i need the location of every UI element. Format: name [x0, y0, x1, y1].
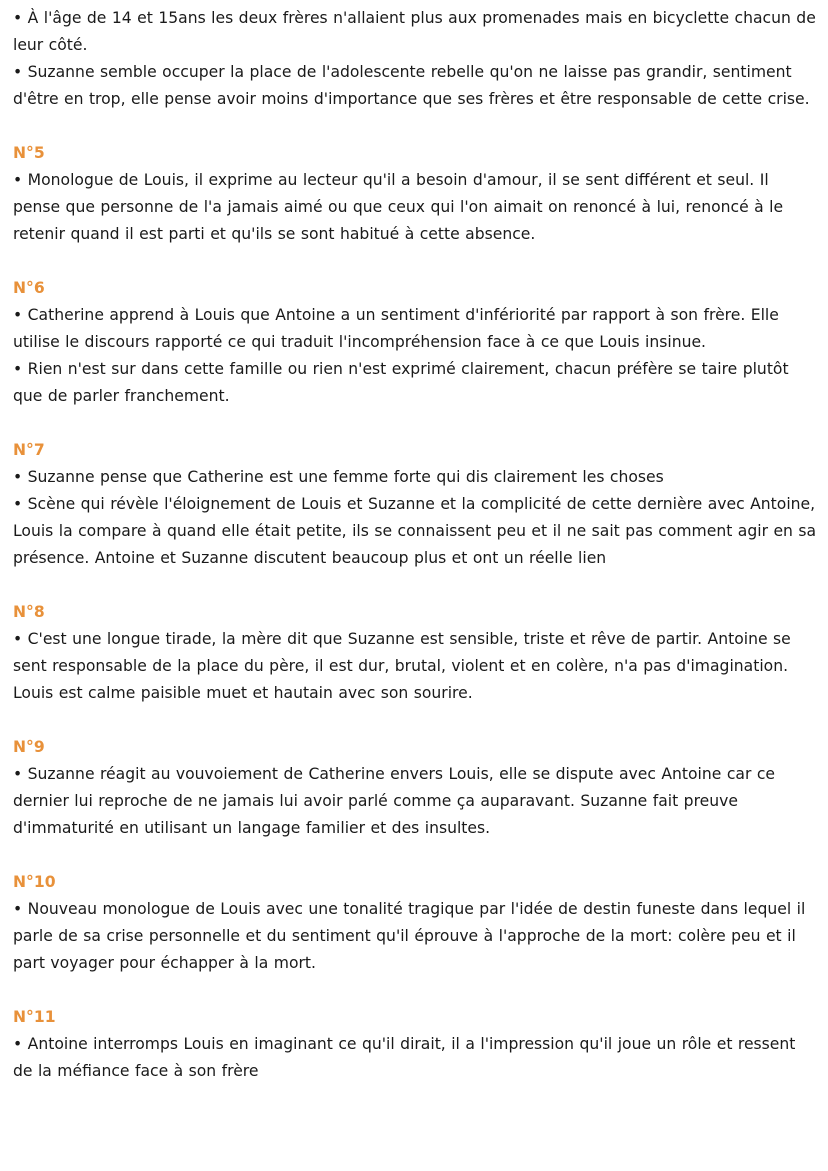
section-n6 — [13, 275, 818, 410]
section-heading: N°6 — [13, 279, 45, 297]
section-heading: N°8 — [13, 603, 45, 621]
section-paragraph: • Monologue de Louis, il exprime au lecteur qu'il a besoin d'amour, il se sent différent et seul. Il pense que personne de l'a jamais aimé ou que ceux qui l'on aimait on renoncé à lui, renoncé à le retenir quand il est parti et qu'ils se sont habitué à cette absence. — [13, 171, 784, 243]
intro-paragraph: • Suzanne semble occuper la place de l'adolescente rebelle qu'on ne laisse pas grandir, sentiment d'être en trop, elle pense avoir moins d'importance que ses frères et être responsable de cette crise. — [13, 63, 810, 108]
section-n9 — [13, 734, 818, 842]
section-paragraph: • Antoine interromps Louis en imaginant ce qu'il dirait, il a l'impression qu'il joue un rôle et ressent de la méfiance face à son frère — [13, 1035, 796, 1080]
section-paragraph: • Scène qui révèle l'éloignement de Louis et Suzanne et la complicité de cette dernière avec Antoine, Louis la compare à quand elle était petite, ils se connaissent peu et il ne sait pas comment agir en sa présence. Antoine et Suzanne discutent beaucoup plus et ont un réelle lien — [13, 495, 817, 567]
section-n11 — [13, 1004, 818, 1085]
intro-block — [13, 5, 818, 113]
section-paragraph: • C'est une longue tirade, la mère dit que Suzanne est sensible, triste et rêve de partir. Antoine se sent responsable de la place du père, il est dur, brutal, violent et en colère, n'a pas d'imagination. Louis est calme paisible muet et hautain avec son sourire. — [13, 630, 791, 702]
section-n8 — [13, 599, 818, 707]
section-paragraph: • Suzanne pense que Catherine est une femme forte qui dis clairement les choses — [13, 468, 664, 486]
section-n7 — [13, 437, 818, 572]
section-heading: N°11 — [13, 1008, 56, 1026]
intro-paragraph: • À l'âge de 14 et 15ans les deux frères n'allaient plus aux promenades mais en bicyclette chacun de leur côté. — [13, 9, 816, 54]
section-heading: N°10 — [13, 873, 56, 891]
section-heading: N°9 — [13, 738, 45, 756]
section-heading: N°5 — [13, 144, 45, 162]
document-page — [13, 5, 818, 1085]
section-paragraph: • Nouveau monologue de Louis avec une tonalité tragique par l'idée de destin funeste dans lequel il parle de sa crise personnelle et du sentiment qu'il éprouve à l'approche de la mort: colère peu et il part voyager pour échapper à la mort. — [13, 900, 806, 972]
section-paragraph: • Rien n'est sur dans cette famille ou rien n'est exprimé clairement, chacun préfère se taire plutôt que de parler franchement. — [13, 360, 789, 405]
section-paragraph: • Suzanne réagit au vouvoiement de Catherine envers Louis, elle se dispute avec Antoine car ce dernier lui reproche de ne jamais lui avoir parlé comme ça auparavant. Suzanne fait preuve d'immaturité en utilisant un langage familier et des insultes. — [13, 765, 775, 837]
section-n5 — [13, 140, 818, 248]
section-heading: N°7 — [13, 441, 45, 459]
section-paragraph: • Catherine apprend à Louis que Antoine a un sentiment d'infériorité par rapport à son frère. Elle utilise le discours rapporté ce qui traduit l'incompréhension face à ce que Louis insinue. — [13, 306, 779, 351]
section-n10 — [13, 869, 818, 977]
